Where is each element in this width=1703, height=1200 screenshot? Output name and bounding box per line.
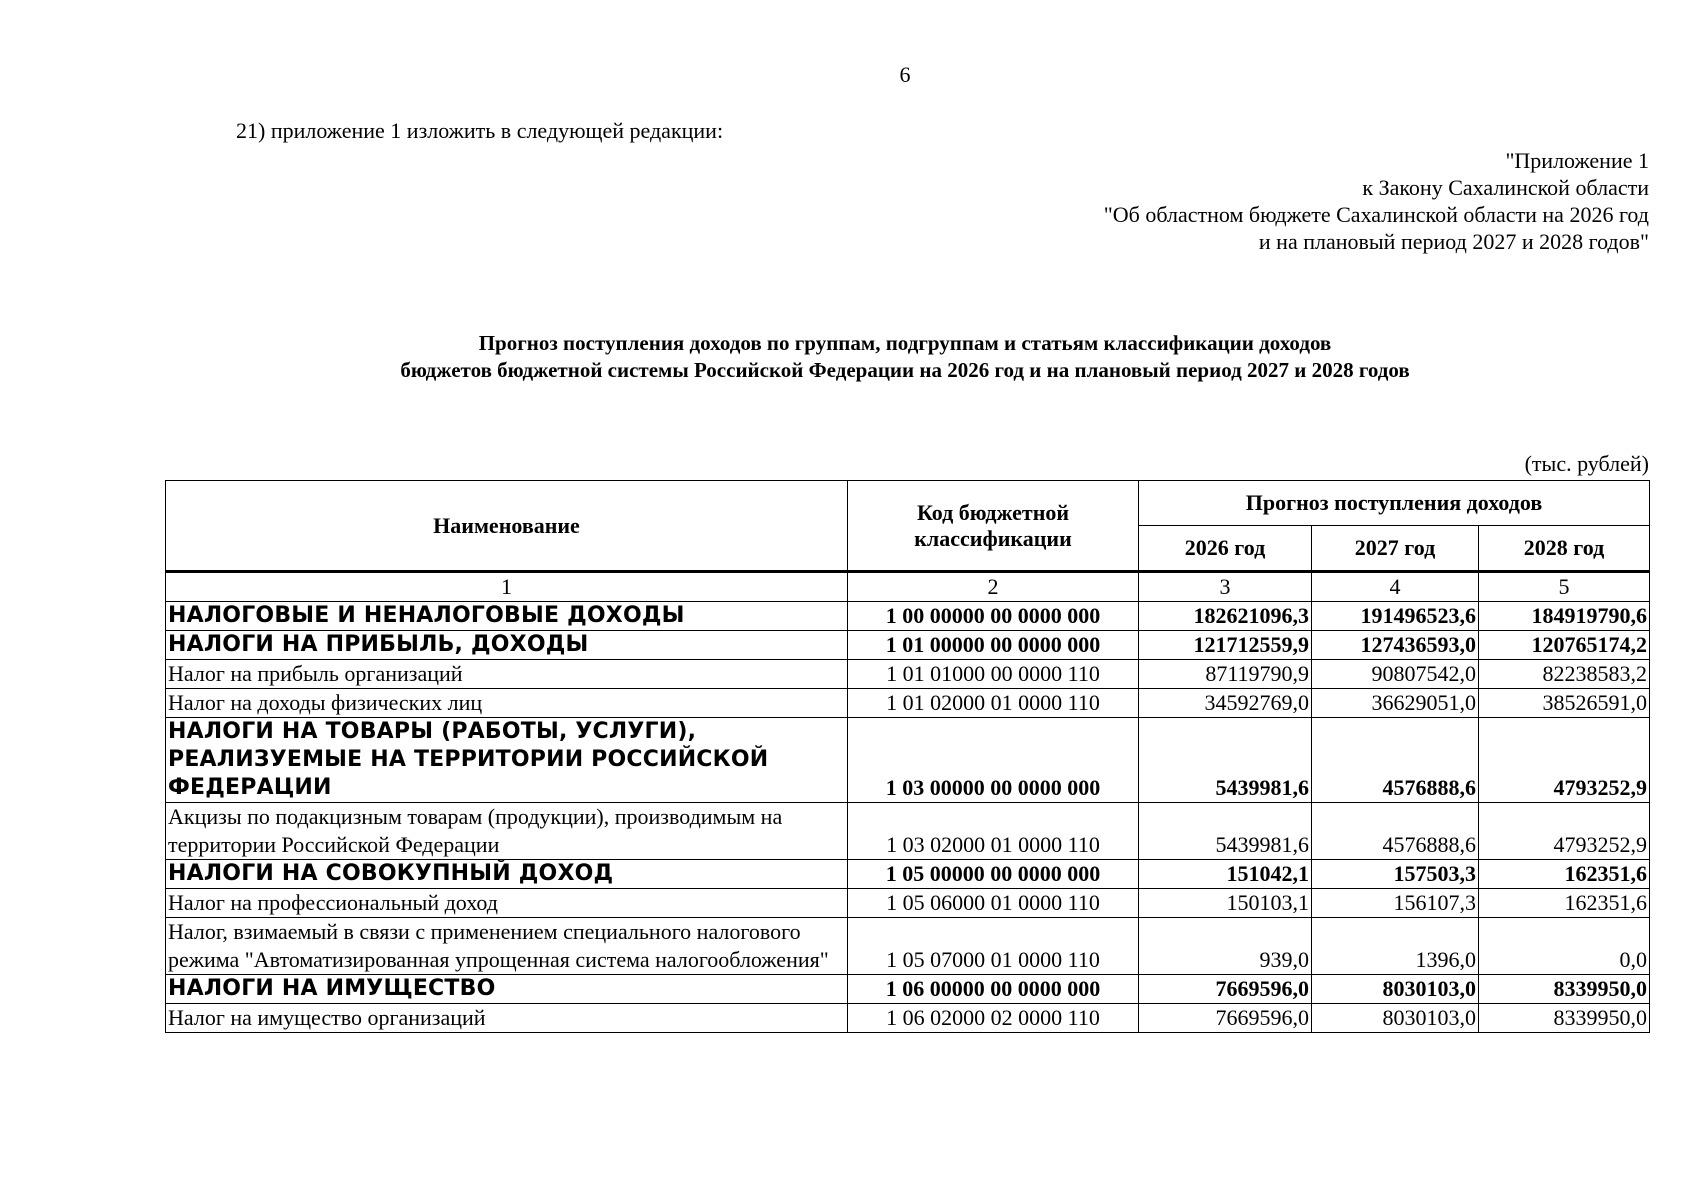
header-year-2026: 2026 год <box>1139 526 1312 572</box>
header-year-2028: 2028 год <box>1479 526 1650 572</box>
row-value-2027-cell: 156107,3 <box>1312 889 1479 918</box>
row-value-2028-cell: 162351,6 <box>1479 889 1650 918</box>
row-name-cell: НАЛОГИ НА ТОВАРЫ (РАБОТЫ, УСЛУГИ), РЕАЛИЗУЕМЫЕ НА ТЕРРИТОРИИ РОССИЙСКОЙ ФЕДЕРАЦИИ <box>166 718 848 803</box>
table-row <box>166 889 1650 918</box>
row-code-cell: 1 06 02000 02 0000 110 <box>848 1004 1139 1033</box>
row-code-cell: 1 05 00000 00 0000 000 <box>848 860 1139 889</box>
row-value-2026-cell: 34592769,0 <box>1139 689 1312 718</box>
row-value-2026-cell: 87119790,9 <box>1139 660 1312 689</box>
table-row <box>166 803 1650 860</box>
header-code: Код бюджетной классификации <box>848 481 1139 572</box>
table-row <box>166 660 1650 689</box>
row-value-2026-cell: 7669596,0 <box>1139 1004 1312 1033</box>
row-code-cell: 1 06 00000 00 0000 000 <box>848 975 1139 1004</box>
row-value-2027-cell: 157503,3 <box>1312 860 1479 889</box>
column-number: 4 <box>1312 572 1479 602</box>
row-code-cell: 1 01 01000 00 0000 110 <box>848 660 1139 689</box>
column-number-row <box>166 572 1650 602</box>
row-name-cell: Налог на прибыль организаций <box>166 660 848 689</box>
row-value-2026-cell: 150103,1 <box>1139 889 1312 918</box>
row-code-cell: 1 03 02000 01 0000 110 <box>848 803 1139 860</box>
header-year-2027: 2027 год <box>1312 526 1479 572</box>
row-name-cell: Налог на имущество организаций <box>166 1004 848 1033</box>
units-label: (тыс. рублей) <box>1524 451 1649 476</box>
row-name-cell: НАЛОГИ НА ПРИБЫЛЬ, ДОХОДЫ <box>166 631 848 660</box>
row-code-cell: 1 05 06000 01 0000 110 <box>848 889 1139 918</box>
appendix-line-2: к Закону Сахалинской области <box>1362 175 1649 200</box>
document-title-line-1: Прогноз поступления доходов по группам, подгруппам и статьям классификации доходов <box>478 331 1332 355</box>
table-row <box>166 718 1650 803</box>
row-value-2028-cell: 8339950,0 <box>1479 975 1650 1004</box>
row-value-2026-cell: 5439981,6 <box>1139 718 1312 803</box>
table-row <box>166 631 1650 660</box>
table-row <box>166 975 1650 1004</box>
row-name-cell: НАЛОГИ НА ИМУЩЕСТВО <box>166 975 848 1004</box>
row-value-2028-cell: 8339950,0 <box>1479 1004 1650 1033</box>
table-row <box>166 602 1650 631</box>
amendment-line: 21) приложение 1 изложить в следующей редакции: <box>236 118 724 143</box>
row-code-cell: 1 01 02000 01 0000 110 <box>848 689 1139 718</box>
row-value-2027-cell: 36629051,0 <box>1312 689 1479 718</box>
row-value-2028-cell: 184919790,6 <box>1479 602 1650 631</box>
column-number: 1 <box>166 572 848 602</box>
column-number: 5 <box>1479 572 1650 602</box>
row-value-2028-cell: 120765174,2 <box>1479 631 1650 660</box>
table-row <box>166 689 1650 718</box>
row-name-cell: НАЛОГОВЫЕ И НЕНАЛОГОВЫЕ ДОХОДЫ <box>166 602 848 631</box>
row-value-2027-cell: 4576888,6 <box>1312 718 1479 803</box>
row-name-cell: Налог, взимаемый в связи с применением специального налогового режима "Автоматизированная упрощенная система налогообложения" <box>166 918 848 975</box>
row-value-2026-cell: 121712559,9 <box>1139 631 1312 660</box>
row-value-2027-cell: 1396,0 <box>1312 918 1479 975</box>
row-value-2027-cell: 90807542,0 <box>1312 660 1479 689</box>
column-number: 2 <box>848 572 1139 602</box>
row-value-2026-cell: 182621096,3 <box>1139 602 1312 631</box>
row-value-2028-cell: 0,0 <box>1479 918 1650 975</box>
row-name-cell: НАЛОГИ НА СОВОКУПНЫЙ ДОХОД <box>166 860 848 889</box>
row-code-cell: 1 05 07000 01 0000 110 <box>848 918 1139 975</box>
row-code-cell: 1 00 00000 00 0000 000 <box>848 602 1139 631</box>
revenue-forecast-table <box>165 480 1650 1033</box>
row-value-2028-cell: 38526591,0 <box>1479 689 1650 718</box>
row-value-2026-cell: 151042,1 <box>1139 860 1312 889</box>
appendix-reference <box>1104 147 1649 255</box>
appendix-line-3: "Об областном бюджете Сахалинской области на 2026 год <box>1103 202 1649 227</box>
document-title <box>0 330 1703 384</box>
row-name-cell: Акцизы по подакцизным товарам (продукции), производимым на территории Российской Федерации <box>166 803 848 860</box>
header-name: Наименование <box>166 481 848 572</box>
header-forecast: Прогноз поступления доходов <box>1139 481 1650 526</box>
row-code-cell: 1 01 00000 00 0000 000 <box>848 631 1139 660</box>
table-row <box>166 860 1650 889</box>
row-value-2028-cell: 162351,6 <box>1479 860 1650 889</box>
row-name-cell: Налог на профессиональный доход <box>166 889 848 918</box>
table-row <box>166 1004 1650 1033</box>
table-row <box>166 918 1650 975</box>
document-title-line-2: бюджетов бюджетной системы Российской Федерации на 2026 год и на плановый период 2027 и 2028 годов <box>400 358 1410 382</box>
row-value-2028-cell: 4793252,9 <box>1479 718 1650 803</box>
row-value-2027-cell: 191496523,6 <box>1312 602 1479 631</box>
page-number: 6 <box>899 62 911 87</box>
row-value-2027-cell: 127436593,0 <box>1312 631 1479 660</box>
appendix-line-4: и на плановый период 2027 и 2028 годов" <box>1258 229 1649 254</box>
row-value-2028-cell: 4793252,9 <box>1479 803 1650 860</box>
row-value-2026-cell: 7669596,0 <box>1139 975 1312 1004</box>
row-value-2027-cell: 4576888,6 <box>1312 803 1479 860</box>
row-value-2028-cell: 82238583,2 <box>1479 660 1650 689</box>
row-value-2027-cell: 8030103,0 <box>1312 1004 1479 1033</box>
appendix-line-1: "Приложение 1 <box>1505 148 1649 173</box>
row-value-2026-cell: 5439981,6 <box>1139 803 1312 860</box>
row-value-2027-cell: 8030103,0 <box>1312 975 1479 1004</box>
row-name-cell: Налог на доходы физических лиц <box>166 689 848 718</box>
row-code-cell: 1 03 00000 00 0000 000 <box>848 718 1139 803</box>
row-value-2026-cell: 939,0 <box>1139 918 1312 975</box>
column-number: 3 <box>1139 572 1312 602</box>
